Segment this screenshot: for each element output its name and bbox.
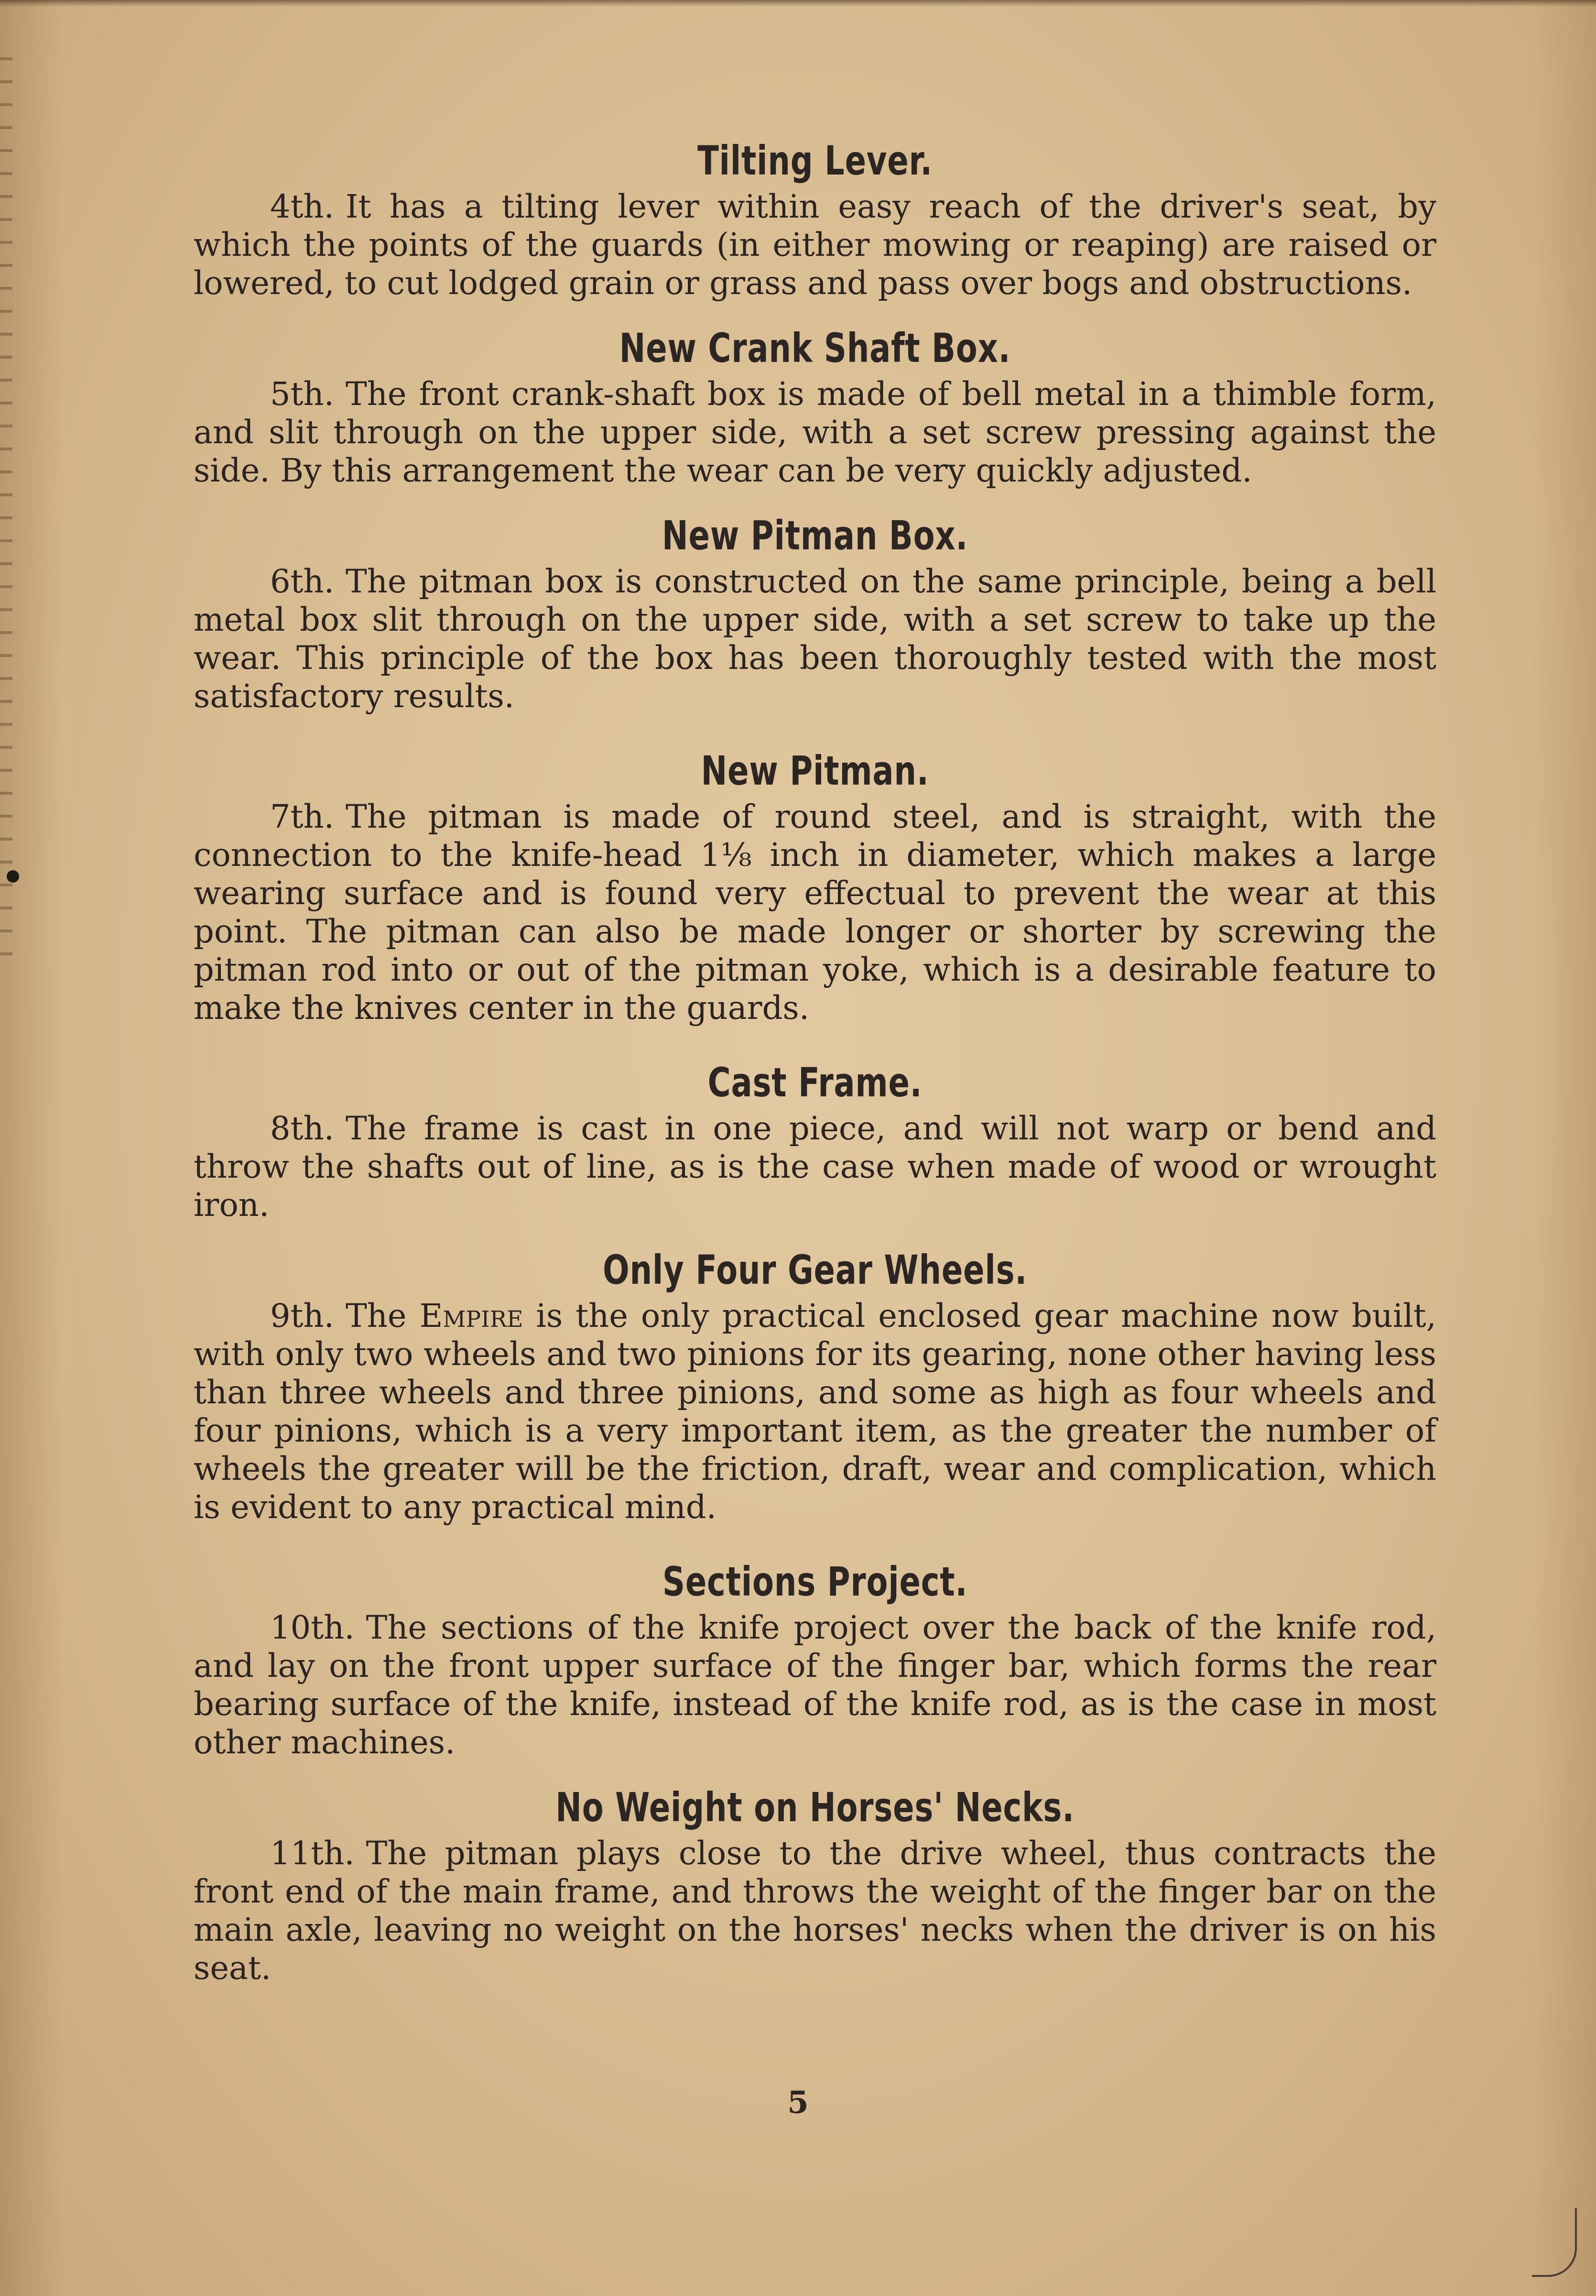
section-number: 4th.: [270, 188, 334, 225]
section-number: 10th.: [270, 1609, 355, 1646]
section-text: The pitman box is constructed on the same principle, being a bell metal box slit through on the upper side, with a set screw to take up the wear. This principle of the box has been thoroughly tested with the most satisfactory results.: [194, 563, 1436, 715]
section-paragraph-11th: [194, 1834, 1436, 1987]
section-paragraph-10th: [194, 1608, 1436, 1761]
section-paragraph-9th: [194, 1297, 1436, 1526]
section-heading-pitman-box: New Pitman Box.: [662, 512, 968, 559]
section-paragraph-4th: [194, 187, 1436, 302]
section-heading-tilting-lever: Tilting Lever.: [697, 137, 933, 184]
page-top-edge: [0, 0, 1596, 7]
section-text: It has a tilting lever within easy reach of the driver's seat, by which the points of the guards (in either mowing or reaping) are raised or lowered, to cut lodged grain or grass and pass over bogs and obstructions.: [194, 188, 1436, 302]
section-text: The frame is cast in one piece, and will not warp or bend and throw the shafts out of line, as is the case when made of wood or wrought iron.: [194, 1110, 1436, 1224]
corner-curl-mark: [1532, 2208, 1577, 2277]
page-number: 5: [787, 2085, 809, 2121]
section-paragraph-5th: [194, 375, 1436, 490]
section-heading-crank-shaft-box: New Crank Shaft Box.: [619, 325, 1011, 372]
section-paragraph-6th: [194, 562, 1436, 715]
section-paragraph-7th: [194, 798, 1436, 1027]
section-heading-sections-project: Sections Project.: [662, 1558, 968, 1605]
section-number: 8th.: [270, 1110, 334, 1147]
document-page: [194, 134, 1436, 1987]
binding-marks: [0, 57, 12, 966]
section-heading-new-pitman: New Pitman.: [701, 747, 929, 794]
section-paragraph-8th: [194, 1109, 1436, 1224]
section-text: The pitman is made of round steel, and is straight, with the connection to the knife-head 1⅛ inch in diameter, which makes a large wearing surface and is found very effectual to prevent the wear at this point. The pitman can also be made longer or shorter by screwing the pitman rod into or out of the pitman yoke, which is a desirable feature to make the knives center in the guards.: [194, 798, 1436, 1027]
empire-smallcaps: Empire: [419, 1297, 523, 1334]
section-heading-cast-frame: Cast Frame.: [707, 1059, 923, 1106]
section-text: is the only practical enclosed gear machine now built, with only two wheels and two pinions for its gearing, none other having less than three wheels and three pinions, and some as high as four wheels and four pinions, which is a very important item, as the greater the number of wheels the greater will be the friction, draft, wear and complication, which is evident to any practical mind.: [194, 1297, 1436, 1526]
section-number: 6th.: [270, 563, 334, 600]
section-heading-horses-necks: No Weight on Horses' Necks.: [555, 1784, 1075, 1831]
ink-blot: [7, 870, 19, 883]
section-number: 9th.: [270, 1297, 334, 1334]
section-number: 5th.: [270, 375, 334, 413]
section-text: The front crank-shaft box is made of bell metal in a thimble form, and slit through on the upper side, with a set screw pressing against the side. By this arrangement the wear can be very quickly adjusted.: [194, 375, 1436, 489]
section-text-before: The: [346, 1297, 407, 1334]
section-number: 11th.: [270, 1835, 355, 1872]
section-number: 7th.: [270, 798, 334, 835]
section-text: The pitman plays close to the drive wheel, thus contracts the front end of the main frame, and throws the weight of the finger bar on the main axle, leaving no weight on the horses' necks when the driver is on his seat.: [194, 1835, 1436, 1987]
section-text: The sections of the knife project over the back of the knife rod, and lay on the front upper surface of the finger bar, which forms the rear bearing surface of the knife, instead of the knife rod, as is the case in most other machines.: [194, 1609, 1436, 1761]
section-heading-four-gear-wheels: Only Four Gear Wheels.: [602, 1246, 1028, 1293]
